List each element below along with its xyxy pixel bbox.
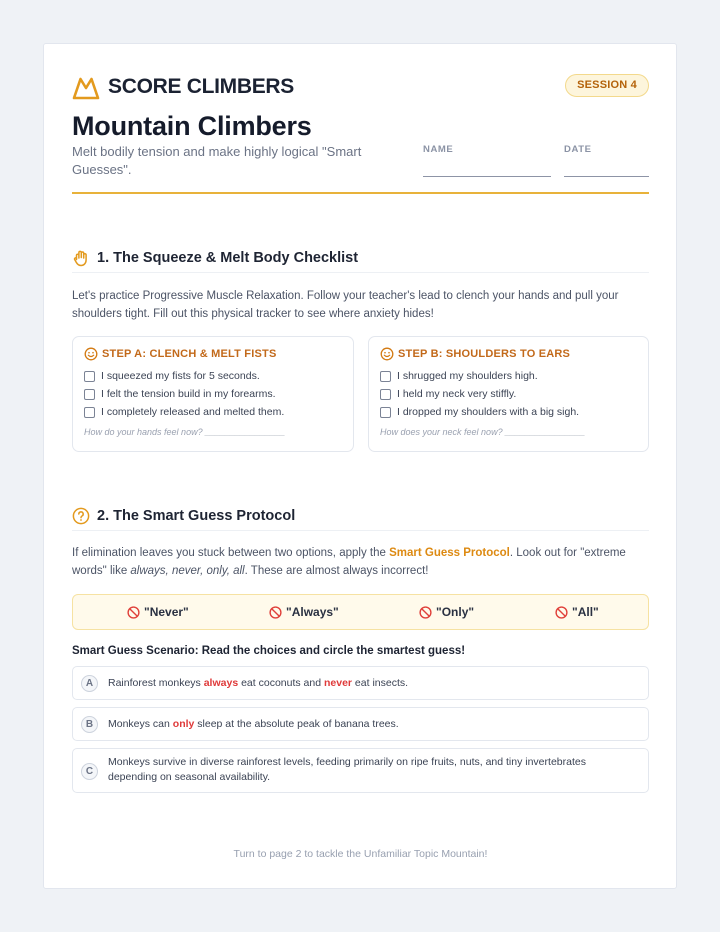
checklist-item-label: I completely released and melted them. — [101, 406, 285, 418]
date-label: DATE — [564, 144, 592, 155]
extreme-word-highlight: always — [203, 677, 239, 689]
checklist-card-a — [72, 336, 354, 452]
page-title: Mountain Climbers — [72, 111, 312, 141]
section-2-intro — [72, 544, 649, 580]
extreme-word-label: "Never" — [144, 605, 189, 619]
name-line — [423, 176, 551, 177]
choice-letter: C — [81, 763, 98, 780]
prohibited-icon — [419, 606, 432, 619]
choice-text-part: eat insects. — [352, 677, 409, 689]
choice-text-part: eat coconuts and — [238, 677, 324, 689]
brand — [72, 73, 294, 101]
checkbox[interactable] — [84, 407, 95, 418]
section-1-title: 1. The Squeeze & Melt Body Checklist — [97, 249, 359, 266]
checkbox[interactable] — [84, 371, 95, 382]
worksheet-page — [43, 43, 677, 889]
choice-text — [108, 717, 634, 732]
extreme-word — [269, 605, 339, 619]
checklist-item-label: I felt the tension build in my forearms. — [101, 388, 276, 400]
checklist-item[interactable] — [84, 388, 276, 400]
checklist-card-b — [368, 336, 649, 452]
choice-text-part: Monkeys can — [108, 718, 173, 730]
card-b-header — [380, 347, 570, 361]
card-a-title: STEP A: CLENCH & MELT FISTS — [102, 348, 277, 360]
checklist-item[interactable] — [84, 370, 260, 382]
brand-name: SCORE CLIMBERS — [108, 75, 294, 98]
prohibited-icon — [269, 606, 282, 619]
intro-text: . Look out for "extreme words" like — [72, 547, 626, 577]
choice-text-part: Rainforest monkeys — [108, 677, 204, 689]
date-field[interactable] — [564, 144, 649, 177]
checkbox[interactable] — [380, 407, 391, 418]
checklist-item[interactable] — [380, 388, 516, 400]
extreme-words-strip — [72, 594, 649, 630]
choice-text: Monkeys survive in diverse rainforest levels, feeding primarily on ripe fruits, nuts, and tiny invertebrates depending on seasonal availability. — [108, 756, 586, 783]
extreme-words-italic: always, never, only, all — [130, 565, 245, 577]
choice-b[interactable] — [72, 707, 649, 741]
section-2-header — [72, 501, 649, 531]
extreme-word — [419, 605, 474, 619]
section-1-intro: Let's practice Progressive Muscle Relaxation. Follow your teacher's lead to clench your hands and pull your shoulders tight. Fill out this physical tracker to see where anxiety hides! — [72, 290, 619, 320]
footer-note: Turn to page 2 to tackle the Unfamiliar Topic Mountain! — [233, 848, 488, 860]
choice-letter: A — [81, 675, 98, 692]
scenario-heading: Smart Guess Scenario: Read the choices and circle the smartest guess! — [72, 645, 466, 657]
mountain-logo-icon — [72, 74, 100, 100]
extreme-word — [127, 605, 189, 619]
smiley-icon — [84, 347, 98, 361]
card-a-prompt[interactable]: How do your hands feel now? ________________ — [84, 427, 286, 437]
choice-c[interactable] — [72, 748, 649, 793]
checklist-item-label: I shrugged my shoulders high. — [397, 370, 538, 382]
checklist-item[interactable] — [380, 406, 579, 418]
section-1-header — [72, 243, 649, 273]
checklist-item-label: I held my neck very stiffly. — [397, 388, 517, 400]
choice-text-part: sleep at the absolute peak of banana trees. — [194, 718, 399, 730]
choice-a[interactable] — [72, 666, 649, 700]
card-a-header — [84, 347, 276, 361]
checkbox[interactable] — [380, 371, 391, 382]
extreme-word-highlight: only — [172, 718, 195, 730]
choice-text — [108, 676, 634, 691]
smart-guess-highlight: Smart Guess Protocol — [389, 547, 510, 559]
checkbox[interactable] — [380, 389, 391, 400]
page-subtitle: Melt bodily tension and make highly logical "Smart Guesses". — [72, 144, 362, 177]
intro-text: . These are almost always incorrect! — [244, 565, 429, 577]
prohibited-icon — [127, 606, 140, 619]
extreme-word — [555, 605, 599, 619]
choice-letter: B — [81, 716, 98, 733]
hand-icon — [72, 249, 90, 267]
card-b-title: STEP B: SHOULDERS TO EARS — [398, 348, 571, 360]
question-circle-icon — [72, 507, 90, 525]
extreme-word-label: "Only" — [436, 605, 475, 619]
date-line — [564, 176, 649, 177]
checklist-item-label: I squeezed my fists for 5 seconds. — [101, 370, 260, 382]
smiley-icon — [380, 347, 394, 361]
extreme-word-label: "Always" — [286, 605, 339, 619]
session-badge: SESSION 4 — [565, 74, 649, 97]
extreme-word-highlight: never — [323, 677, 353, 689]
card-b-prompt[interactable]: How does your neck feel now? ________________ — [380, 427, 586, 437]
section-2-title: 2. The Smart Guess Protocol — [97, 507, 296, 524]
checklist-item[interactable] — [380, 370, 538, 382]
intro-text: If elimination leaves you stuck between two options, apply the — [72, 547, 390, 559]
prohibited-icon — [555, 606, 568, 619]
checklist-item[interactable] — [84, 406, 284, 418]
checklist-item-label: I dropped my shoulders with a big sigh. — [397, 406, 580, 418]
extreme-word-label: "All" — [572, 605, 599, 619]
name-label: NAME — [423, 144, 454, 155]
checkbox[interactable] — [84, 389, 95, 400]
name-field[interactable] — [423, 144, 551, 177]
header-divider — [72, 192, 649, 194]
